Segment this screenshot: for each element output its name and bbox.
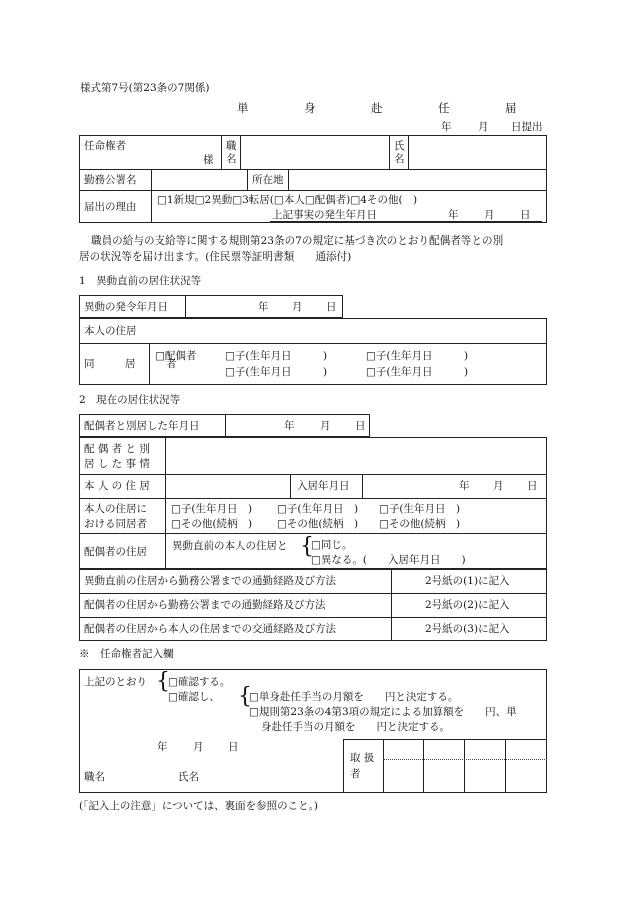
form-number: 様式第7号(第23条の7関係) [80,82,210,94]
route-1-label: 異動直前の住居から勤務公署までの通勤経路及び方法 [84,575,336,587]
same-checkbox[interactable]: □同じ。 [311,539,353,551]
transfer-date-label: 異動の発令年月日 [84,301,168,313]
intro-line-1: 職員の給与の支給等に関する規則第23条の7の規定に基づき次のとおり配偶者等との別 [91,235,504,247]
footer-note: (「記入上の注意」については、裏面を参照のこと。) [79,800,318,812]
route-2-note: 2号紙の(2)に記入 [425,599,510,611]
circumstance-label-1: 配 偶 者 と 別 [84,443,150,455]
allowance-option-2[interactable]: □規則第23条の4第3項の規定による加算額を 円、単 [249,706,517,718]
brace-icon: { [300,534,314,559]
separation-month: 月 [320,420,331,432]
move-in-month: 月 [493,480,504,492]
submit-month: 月 [478,121,489,133]
office-label: 勤務公署名 [84,174,137,186]
prior-child-2[interactable]: □子(生年月日 ) [225,366,328,378]
occurrence-year: 年 [448,209,459,221]
prior-residence-field[interactable] [155,322,540,340]
transfer-year: 年 [258,301,269,313]
current-child-2[interactable]: □子(生年月日 ) [277,503,359,515]
location-label: 所在地 [252,174,284,186]
separation-day: 日 [355,420,366,432]
allowance-option-1[interactable]: □単身赴任手当の月額を 円と決定する。 [249,691,459,703]
sama-label: 様 [203,154,214,166]
separation-date-label: 配偶者と別居した年月日 [84,420,200,432]
appointer-month: 月 [193,741,204,753]
reason-options[interactable]: □1新規□2異動□3転居(□本人□配偶者)□4その他( ) [157,194,418,206]
intro-line-2: 居の状況等を届け出ます。(住民票等証明書類 通添付) [79,251,352,263]
office-field[interactable] [155,172,243,188]
route-1-note: 2号紙の(1)に記入 [425,575,510,587]
spouse-residence-text: 異動直前の本人の住居と [172,540,288,552]
spouse-residence-label: 配偶者の住居 [84,546,147,558]
current-other-1[interactable]: □その他(続柄 ) [171,518,253,530]
location-field[interactable] [292,172,542,188]
transfer-day: 日 [326,301,337,313]
circumstance-field[interactable] [170,442,540,470]
name-field[interactable] [413,146,543,162]
occurrence-month: 月 [484,209,495,221]
shokumei-label: 名 [226,153,237,165]
appointer-section-heading: ※ 任命権者記入欄 [79,648,174,660]
current-residence-field[interactable] [170,478,285,494]
appointer-day: 日 [228,741,239,753]
current-child-1[interactable]: □子(生年月日 ) [171,503,253,515]
as-above-label: 上記のとおり [84,676,147,688]
handler-table [343,739,547,793]
current-other-2[interactable]: □その他(続柄 ) [277,518,359,530]
current-residence-label: 本 人 の 住 居 [84,480,150,492]
confirm-and-checkbox[interactable]: □確認し、 [168,691,220,703]
confirm-checkbox[interactable]: □確認する。 [168,676,231,688]
handler-label-2: 者 [350,768,361,780]
prior-child-3[interactable]: □子(生年月日 ) [366,350,469,362]
page-title: 単 身 赴 任 届 [237,101,539,115]
brace-icon: { [238,684,252,709]
reason-label: 届出の理由 [84,201,137,213]
prior-spouse-checkbox[interactable]: □配偶者 [155,350,197,362]
current-other-3[interactable]: □その他(続柄 ) [379,518,461,530]
shi-label: 氏 [394,140,405,152]
appointer-year: 年 [157,741,168,753]
move-in-day: 日 [527,480,538,492]
submit-year: 年 [441,121,452,133]
appointer-shimei: 氏名 [178,771,199,783]
separation-year: 年 [284,420,295,432]
prior-child-4[interactable]: □子(生年月日 ) [366,366,469,378]
circumstance-label-2: 居 し た 事 情 [84,458,150,470]
prior-child-1[interactable]: □子(生年月日 ) [225,350,328,362]
prior-residence-label: 本人の住居 [84,325,137,337]
move-in-year: 年 [459,480,470,492]
route-2-label: 配偶者の住居から勤務公署までの通勤経路及び方法 [84,599,326,611]
transfer-month: 月 [292,301,303,313]
prior-cohabitant-label: 同 居 者 [84,358,187,370]
route-3-label: 配偶者の住居から本人の住居までの交通経路及び方法 [84,623,336,635]
submit-day: 日提出 [511,121,543,133]
appointer-label: 任命権者 [84,140,126,152]
section2-heading: 2 現在の居住状況等 [79,394,181,406]
route-3-note: 2号紙の(3)に記入 [425,623,510,635]
job-title-field[interactable] [245,146,385,162]
brace-icon: { [156,669,170,694]
current-child-3[interactable]: □子(生年月日 ) [379,503,461,515]
move-in-label: 入居年月日 [297,480,350,492]
appointer-shokumei: 職名 [84,771,105,783]
handler-label-1: 取 扱 [350,752,375,764]
shimei-label: 名 [394,153,405,165]
occurrence-day: 日 [520,209,531,221]
occurrence-label: 上記事実の発生年月日 [272,209,377,221]
section1-heading: 1 異動直前の居住状況等 [79,275,202,287]
allowance-option-2-cont: 身赴任手当の月額を 円と決定する。 [261,721,450,733]
different-checkbox[interactable]: □異なる。( 入居年月日 ) [311,554,466,566]
cohabitant-label-1: 本人の住居に [84,503,147,515]
shoku-label: 職 [226,140,237,152]
cohabitant-label-2: おける同居者 [84,518,147,530]
